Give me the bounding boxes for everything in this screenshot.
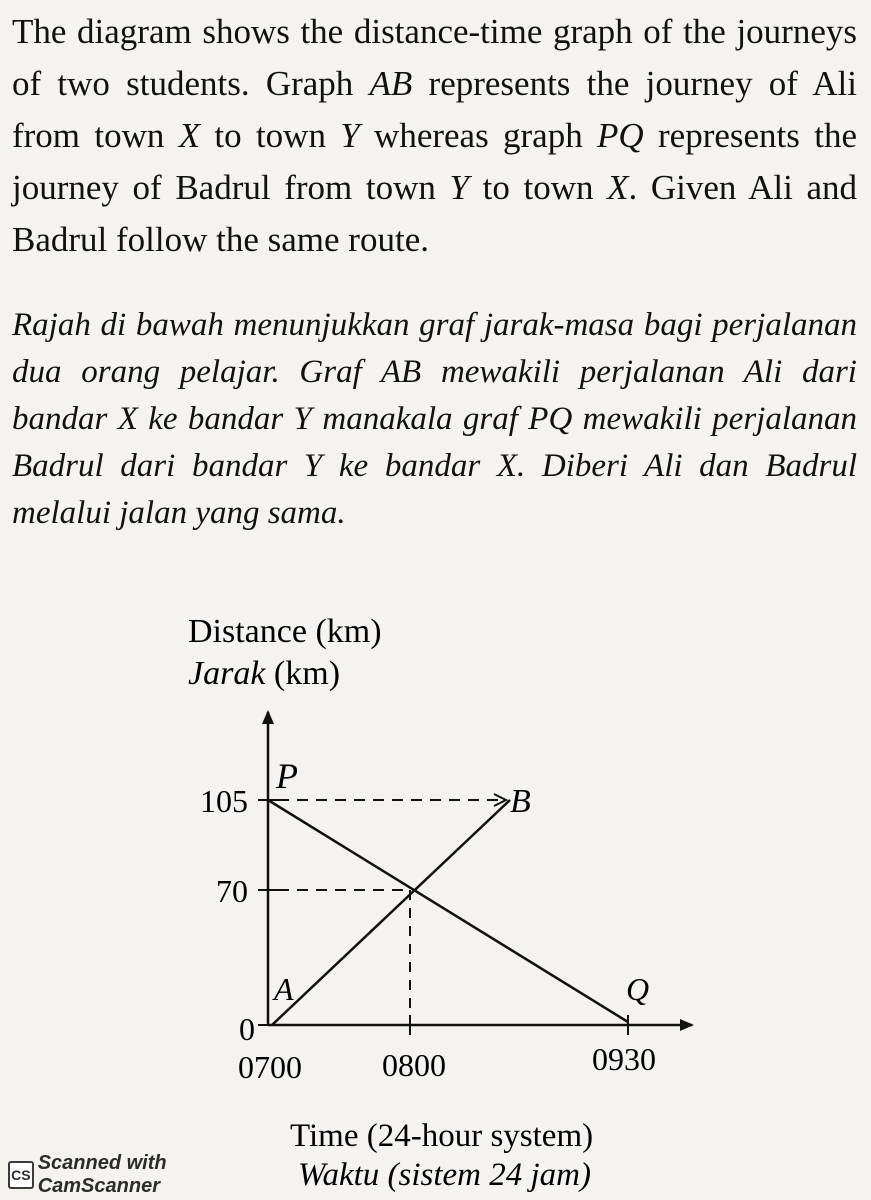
question-english	[12, 6, 857, 266]
graph-line-ab	[272, 800, 510, 1025]
town-y-ref: Y	[449, 168, 469, 207]
x-tick-label: 0700	[238, 1049, 302, 1085]
graph-line-pq	[268, 800, 628, 1022]
text-segment: represents the journey of Badrul from town	[12, 116, 857, 207]
point-label-a: A	[274, 971, 294, 1007]
town-y-ref: Y	[293, 401, 313, 437]
text-segment: ke bandar	[137, 401, 294, 437]
town-y-ref: Y	[340, 116, 360, 155]
text-segment: mewakili perjalanan Ali dari bandar	[12, 354, 857, 437]
town-x-ref: X	[496, 448, 517, 484]
graph-pq-ref: PQ	[528, 401, 573, 437]
text-segment: to town	[200, 116, 341, 155]
town-x-ref: X	[607, 168, 629, 207]
text-segment: The diagram shows the distance-time graph of the journeys of two students. Graph	[12, 12, 857, 103]
point-label-b: B	[510, 783, 531, 820]
text-segment: mewakili perjalanan Badrul dari bandar	[12, 401, 858, 484]
graph-ab-ref: AB	[380, 354, 422, 390]
graph-pq-ref: PQ	[597, 116, 644, 155]
text-segment: . Diberi Ali dan Badrul melalui jalan yang sama.	[12, 448, 857, 531]
graph-ab-ref: AB	[369, 64, 413, 103]
distance-time-graph	[0, 600, 871, 1200]
x-axis-title-malay: Waktu (sistem 24 jam)	[298, 1157, 592, 1193]
point-label-p: P	[276, 756, 298, 796]
question-malay	[12, 302, 857, 537]
text-segment: represents the journey of Ali from town	[12, 64, 857, 155]
y-axis-title-malay: Jarak (km)	[188, 655, 341, 692]
x-tick-label: 0930	[592, 1041, 656, 1077]
text-segment: Rajah di bawah menunjukkan graf jarak-masa bagi perjalanan dua orang pelajar. Graf	[12, 307, 857, 390]
town-y-ref: Y	[303, 448, 323, 484]
y-tick-label: 105	[200, 783, 248, 819]
y-tick-label: 70	[216, 873, 248, 909]
y-axis-title: Distance (km)	[188, 613, 382, 650]
text-segment: . Given Ali and Badrul follow the same route.	[12, 168, 857, 259]
town-x-ref: X	[178, 116, 201, 155]
town-x-ref: X	[117, 401, 138, 437]
x-axis-title: Time (24-hour system)	[290, 1118, 594, 1154]
text-segment: ke bandar	[322, 448, 497, 484]
scanner-text: Scanned with CamScanner	[37, 1152, 167, 1197]
text-segment: manakala graf	[312, 401, 529, 437]
y-tick-label: 0	[239, 1011, 255, 1047]
text-segment: to town	[468, 168, 608, 207]
scanner-watermark	[8, 1152, 252, 1197]
x-tick-label: 0800	[382, 1047, 446, 1083]
point-label-q: Q	[626, 971, 650, 1007]
text-segment: whereas graph	[359, 116, 598, 155]
camscanner-logo-icon: CS	[8, 1161, 34, 1189]
